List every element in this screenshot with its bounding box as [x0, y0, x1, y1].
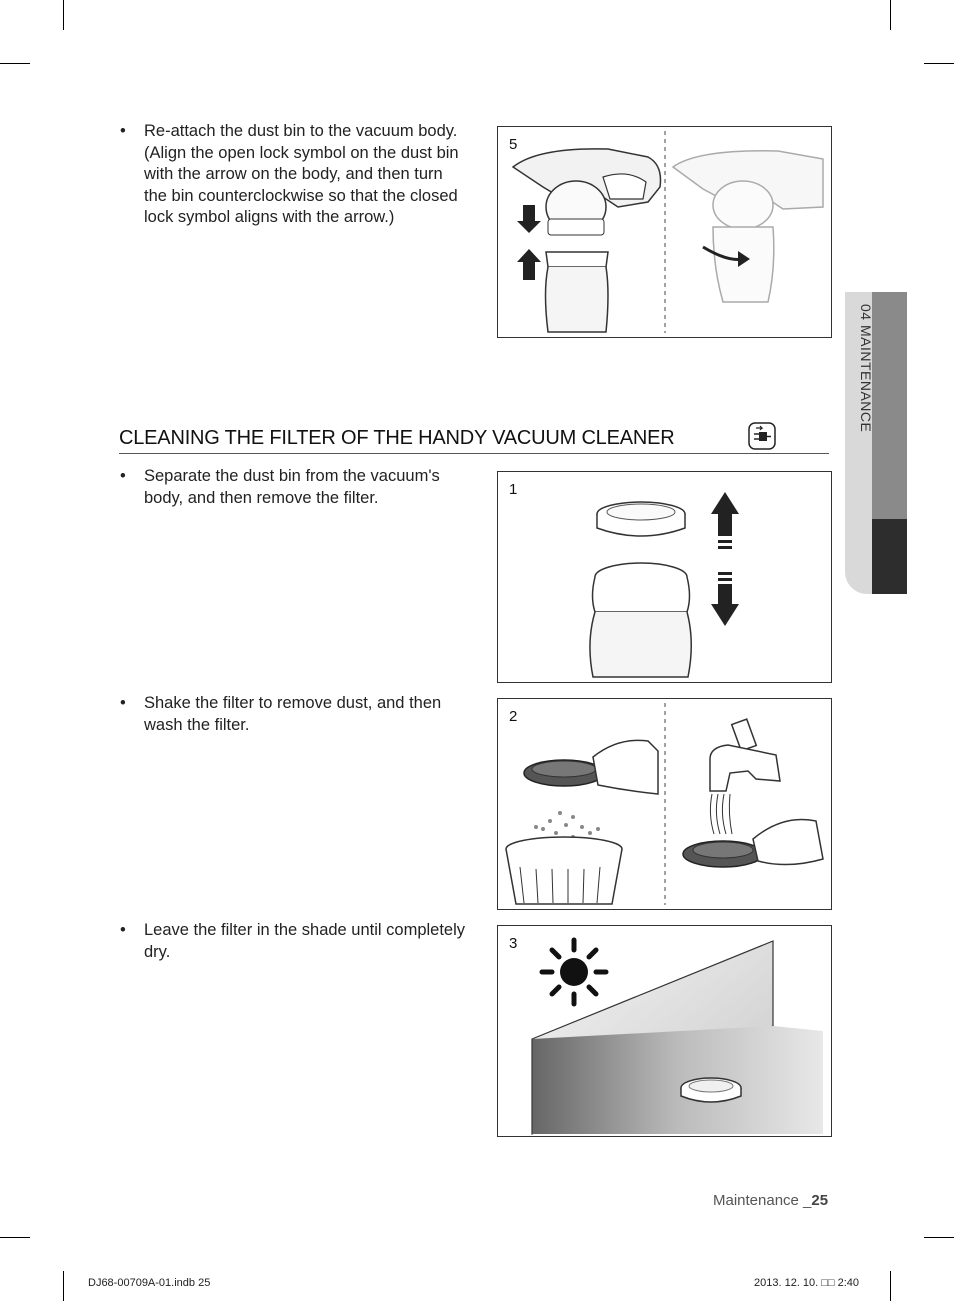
- figure-panel-5: [497, 126, 832, 338]
- remove-filter-illustration: [498, 472, 831, 682]
- dry-in-shade-illustration: [498, 926, 831, 1136]
- chapter-tab-band: [872, 292, 907, 519]
- page-number: 25: [811, 1192, 829, 1209]
- chapter-label: 04 MAINTENANCE: [858, 304, 874, 433]
- step-5-text: [120, 121, 470, 229]
- step-text: Re-attach the dust bin to the vacuum body. (Align the open lock symbol on the dust bin with the arrow on the body, and then turn the bin counterclockwise so that the closed lock symbol aligns with the arrow.): [144, 122, 459, 226]
- bullet-dot: •: [120, 694, 126, 712]
- crop-mark: [63, 1271, 64, 1301]
- bullet-dot: •: [120, 467, 126, 485]
- crop-mark: [0, 63, 30, 64]
- crop-mark: [924, 1237, 954, 1238]
- sun-icon: [542, 940, 606, 1004]
- crop-mark: [890, 1271, 891, 1301]
- figure-number: 2: [509, 708, 518, 725]
- plug-icon: [747, 422, 777, 450]
- step-1-text: [120, 466, 470, 509]
- figure-number: 1: [509, 481, 518, 498]
- figure-panel-1: [497, 471, 832, 683]
- print-slug-date: 2013. 12. 10. □□ 2:40: [754, 1277, 860, 1289]
- bullet-dot: •: [120, 122, 126, 140]
- reattach-dust-bin-illustration: [498, 127, 831, 337]
- crop-mark: [63, 0, 64, 30]
- chapter-tab-marker: [872, 519, 907, 594]
- figure-panel-3: [497, 925, 832, 1137]
- step-3-text: [120, 920, 470, 963]
- shake-and-wash-filter-illustration: [498, 699, 831, 909]
- figure-number: 5: [509, 136, 518, 153]
- figure-panel-2: [497, 698, 832, 910]
- bullet-dot: •: [120, 921, 126, 939]
- crop-mark: [0, 1237, 30, 1238]
- step-text: Shake the filter to remove dust, and then wash the filter.: [144, 694, 442, 734]
- print-slug-file: DJ68-00709A-01.indb 25: [88, 1277, 211, 1289]
- footer-section: Maintenance _: [713, 1192, 812, 1209]
- crop-mark: [924, 63, 954, 64]
- step-2-text: [120, 693, 470, 736]
- step-text: Leave the filter in the shade until completely dry.: [144, 921, 466, 961]
- crop-mark: [890, 0, 891, 30]
- title-rule: [119, 453, 829, 454]
- section-title: CLEANING THE FILTER OF THE HANDY VACUUM CLEANER: [119, 427, 675, 449]
- page-footer: [713, 1192, 828, 1209]
- step-text: Separate the dust bin from the vacuum's body, and then remove the filter.: [144, 467, 440, 507]
- figure-number: 3: [509, 935, 518, 952]
